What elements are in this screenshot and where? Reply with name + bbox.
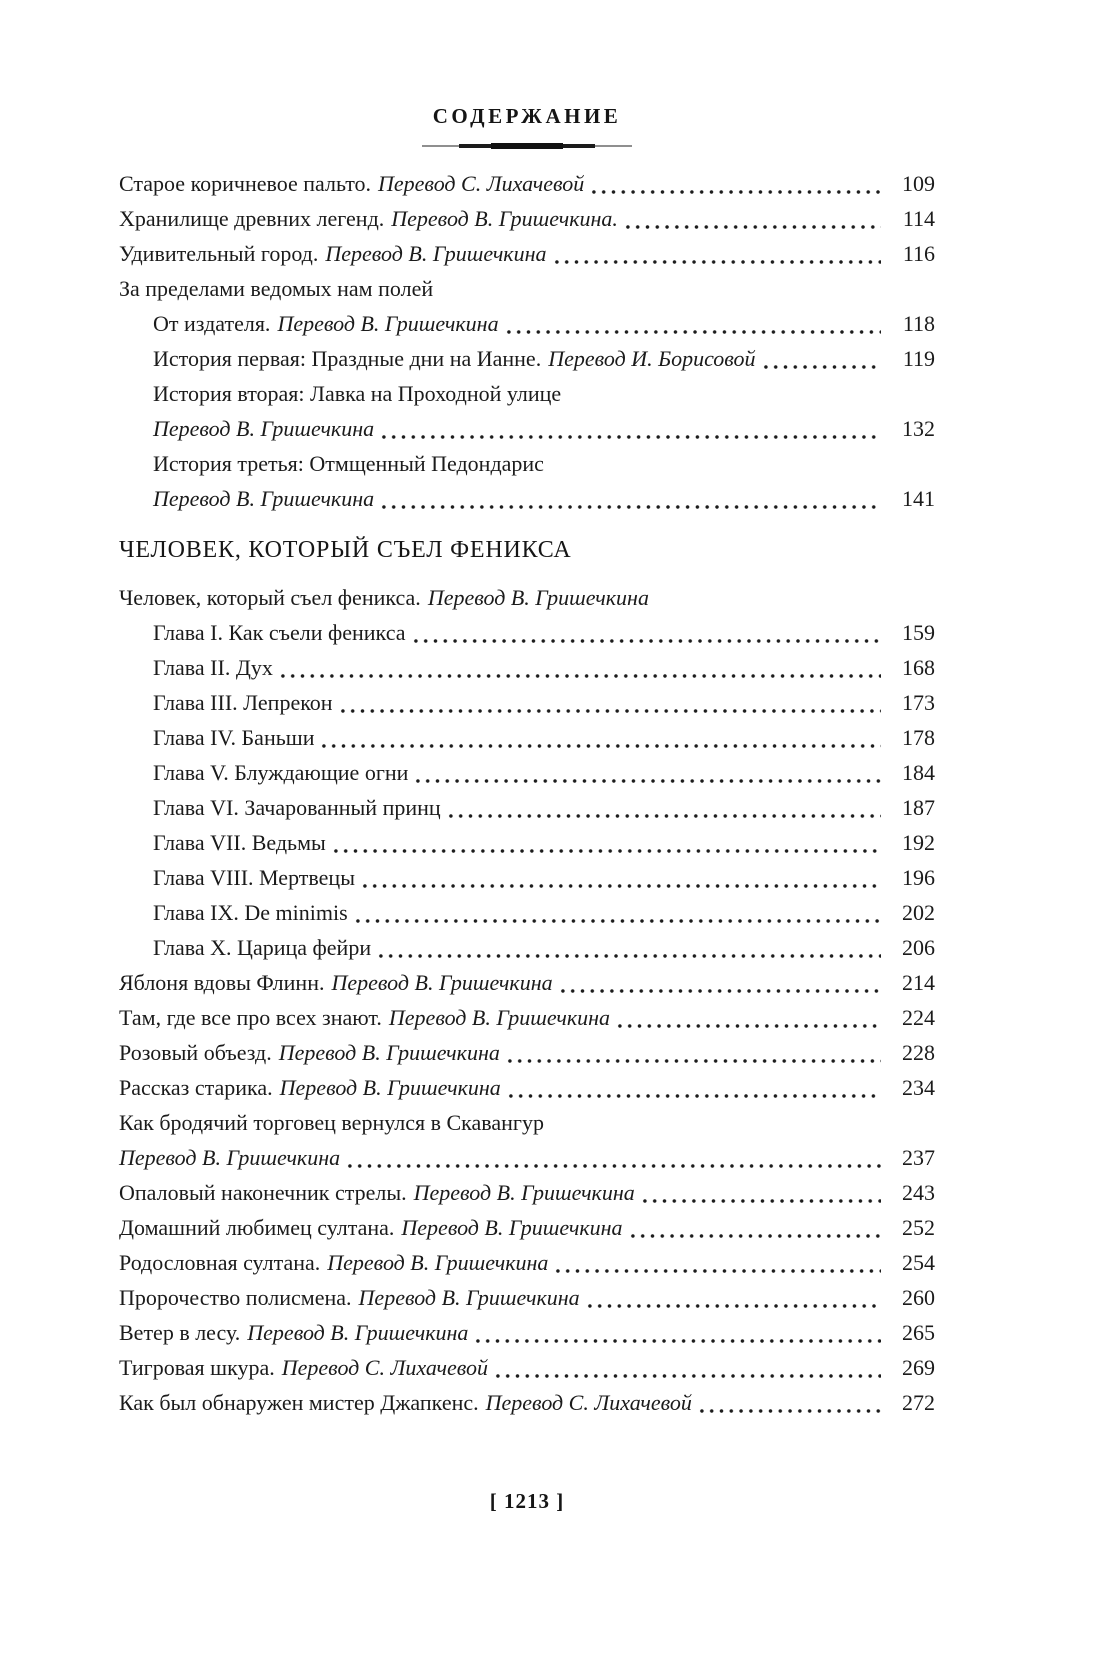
toc-entry [119, 615, 935, 650]
toc-entry [119, 1175, 935, 1210]
entry-page-number: 269 [902, 1355, 935, 1380]
entry-page-number: 202 [902, 900, 935, 925]
toc-entry [119, 930, 935, 965]
entry-translator: Перевод В. Гришечкина [413, 1180, 635, 1205]
entry-page-number: 192 [902, 830, 935, 855]
entry-title: Глава VII. Ведьмы [153, 830, 326, 855]
page-title: СОДЕРЖАНИЕ [432, 104, 622, 128]
entry-page-number: 178 [902, 725, 935, 750]
dot-leader [331, 849, 881, 853]
entry-title: Удивительный город. [119, 241, 319, 266]
entry-title: Как бродячий торговец вернулся в Скавангур [119, 1110, 544, 1135]
toc-entry [119, 825, 935, 860]
dot-leader [360, 884, 881, 888]
entry-page-number: 224 [902, 1005, 935, 1030]
entry-title: От издателя. [153, 311, 271, 336]
entry-title: История первая: Праздные дни на Ианне. [153, 346, 542, 371]
entry-title: Глава V. Блуждающие огни [153, 760, 409, 785]
entry-page-number: 114 [902, 206, 935, 231]
toc-entry [119, 1385, 935, 1420]
entry-page-number: 119 [902, 346, 935, 371]
entry-page-number: 206 [902, 935, 935, 960]
entry-translator: Перевод В. Гришечкина [277, 311, 499, 336]
entry-page-number: 109 [902, 171, 935, 196]
toc-entry [119, 580, 935, 615]
toc-entry [119, 411, 935, 446]
dot-leader [413, 779, 881, 783]
entry-title: Ветер в лесу. [119, 1320, 241, 1345]
dot-leader [558, 989, 881, 993]
toc-entry [119, 1000, 935, 1035]
entry-page-number: 196 [902, 865, 935, 890]
toc-entry [119, 341, 935, 376]
entry-page-number: 184 [902, 760, 935, 785]
toc-section-heading: ЧЕЛОВЕК, КОТОРЫЙ СЪЕЛ ФЕНИКСА [119, 537, 572, 563]
dot-leader [446, 814, 881, 818]
dot-leader [761, 365, 881, 369]
entry-page-number: 173 [902, 690, 935, 715]
entry-title: Там, где все про всех знают. [119, 1005, 382, 1030]
entry-translator: Перевод В. Гришечкина [325, 241, 547, 266]
toc-entry [119, 236, 935, 271]
entry-page-number: 234 [902, 1075, 935, 1100]
entry-title: Старое коричневое пальто. [119, 171, 372, 196]
title-divider-ornament [422, 142, 632, 150]
entry-title: Родословная султана. [119, 1250, 321, 1275]
entry-title: История вторая: Лавка на Проходной улице [153, 381, 562, 406]
entry-page-number: 228 [902, 1040, 935, 1065]
entry-translator: Перевод С. Лихачевой [281, 1355, 489, 1380]
entry-page-number: 214 [902, 970, 935, 995]
dot-leader [628, 1234, 881, 1238]
entry-translator: Перевод В. Гришечкина [331, 970, 553, 995]
toc-entry [119, 1350, 935, 1385]
entry-title: Человек, который съел феникса. [119, 585, 421, 610]
dot-leader [552, 260, 881, 264]
entry-title: Домашний любимец султана. [119, 1215, 395, 1240]
dot-leader [493, 1374, 881, 1378]
entry-title: Глава II. Дух [153, 655, 273, 680]
toc-entry [119, 1245, 935, 1280]
toc-entry [119, 1140, 935, 1175]
dot-leader [615, 1024, 881, 1028]
entry-translator: Перевод В. Гришечкина [278, 1040, 500, 1065]
entry-translator: Перевод В. Гришечкина [279, 1075, 501, 1100]
entry-page-number: 168 [902, 655, 935, 680]
entry-title: Хранилище древних легенд. [119, 206, 385, 231]
entry-title: Рассказ старика. [119, 1075, 273, 1100]
entry-page-number: 159 [902, 620, 935, 645]
page-folio: [ 1213 ] [489, 1489, 565, 1513]
dot-leader [338, 709, 881, 713]
entry-title: Глава VI. Зачарованный принц [153, 795, 441, 820]
dot-leader [505, 1059, 881, 1063]
toc-entry [119, 271, 935, 306]
entry-title: Розовый объезд. [119, 1040, 272, 1065]
entry-translator: Перевод В. Гришечкина [247, 1320, 469, 1345]
entry-page-number: 254 [902, 1250, 935, 1275]
dot-leader [553, 1269, 881, 1273]
entry-title: Глава X. Царица фейри [153, 935, 372, 960]
entry-page-number: 237 [902, 1145, 935, 1170]
entry-page-number: 243 [902, 1180, 935, 1205]
dot-leader [506, 1094, 881, 1098]
entry-translator: Перевод В. Гришечкина. [391, 206, 618, 231]
entry-page-number: 260 [902, 1285, 935, 1310]
dot-leader [345, 1164, 881, 1168]
dot-leader [379, 505, 881, 509]
entry-title: Яблоня вдовы Флинн. [119, 970, 325, 995]
entry-page-number: 116 [902, 241, 935, 266]
dot-leader [319, 744, 881, 748]
toc-entry [119, 1280, 935, 1315]
entry-title: Как был обнаружен мистер Джапкенс. [119, 1390, 479, 1415]
entry-translator: Перевод С. Лихачевой [485, 1390, 692, 1415]
entry-translator: Перевод В. Гришечкина [153, 416, 375, 441]
toc-entry [119, 481, 935, 516]
toc-entry [119, 860, 935, 895]
entry-title: Опаловый наконечник стрелы. [119, 1180, 407, 1205]
entry-translator: Перевод И. Борисовой [548, 346, 756, 371]
entry-translator: Перевод В. Гришечкина [401, 1215, 623, 1240]
dot-leader [411, 639, 882, 643]
toc-entry [119, 755, 935, 790]
divider-center-bar [491, 143, 563, 149]
dot-leader [379, 435, 881, 439]
entry-title: Глава IV. Баньши [153, 725, 315, 750]
entry-title: Глава IX. De minimis [153, 900, 348, 925]
toc-content [119, 0, 935, 1420]
toc-entry [119, 965, 935, 1000]
toc-entry [119, 306, 935, 341]
toc-entry [119, 790, 935, 825]
toc-entry [119, 166, 935, 201]
entry-title: За пределами ведомых нам полей [119, 276, 434, 301]
toc-entry [119, 1070, 935, 1105]
toc-entry [119, 720, 935, 755]
toc-entry [119, 1035, 935, 1070]
entry-page-number: 141 [902, 486, 935, 511]
entry-translator: Перевод В. Гришечкина [358, 1285, 580, 1310]
entry-title: История третья: Отмщенный Педондарис [153, 451, 544, 476]
entry-translator: Перевод В. Гришечкина [388, 1005, 611, 1030]
dot-leader [697, 1409, 881, 1413]
entry-title: Глава III. Лепрекон [153, 690, 333, 715]
entry-translator: Перевод В. Гришечкина [427, 585, 649, 610]
entry-translator: Перевод В. Гришечкина [119, 1145, 341, 1170]
dot-leader [589, 190, 881, 194]
dot-leader [504, 330, 881, 334]
entry-translator: Перевод В. Гришечкина [153, 486, 375, 511]
toc-entry [119, 1105, 935, 1140]
toc-entry [119, 895, 935, 930]
dot-leader [640, 1199, 881, 1203]
toc-entry [119, 201, 935, 236]
toc-list [119, 166, 935, 1420]
entry-page-number: 132 [902, 416, 935, 441]
entry-title: Пророчество полисмена. [119, 1285, 352, 1310]
entry-page-number: 252 [902, 1215, 935, 1240]
entry-translator: Перевод В. Гришечкина [327, 1250, 549, 1275]
dot-leader [353, 919, 881, 923]
entry-title: Глава VIII. Мертвецы [153, 865, 355, 890]
entry-page-number: 265 [902, 1320, 935, 1345]
dot-leader [623, 225, 881, 229]
toc-entry [119, 1210, 935, 1245]
dot-leader [278, 674, 881, 678]
entry-page-number: 187 [902, 795, 935, 820]
entry-title: Глава I. Как съели феникса [153, 620, 406, 645]
toc-entry [119, 650, 935, 685]
entry-title: Тигровая шкура. [119, 1355, 275, 1380]
dot-leader [376, 954, 881, 958]
dot-leader [473, 1339, 881, 1343]
toc-entry [119, 1315, 935, 1350]
toc-entry [119, 376, 935, 411]
dot-leader [585, 1304, 881, 1308]
entry-translator: Перевод С. Лихачевой [378, 171, 585, 196]
entry-page-number: 272 [902, 1390, 935, 1415]
toc-entry [119, 446, 935, 481]
toc-entry [119, 685, 935, 720]
entry-page-number: 118 [902, 311, 935, 336]
